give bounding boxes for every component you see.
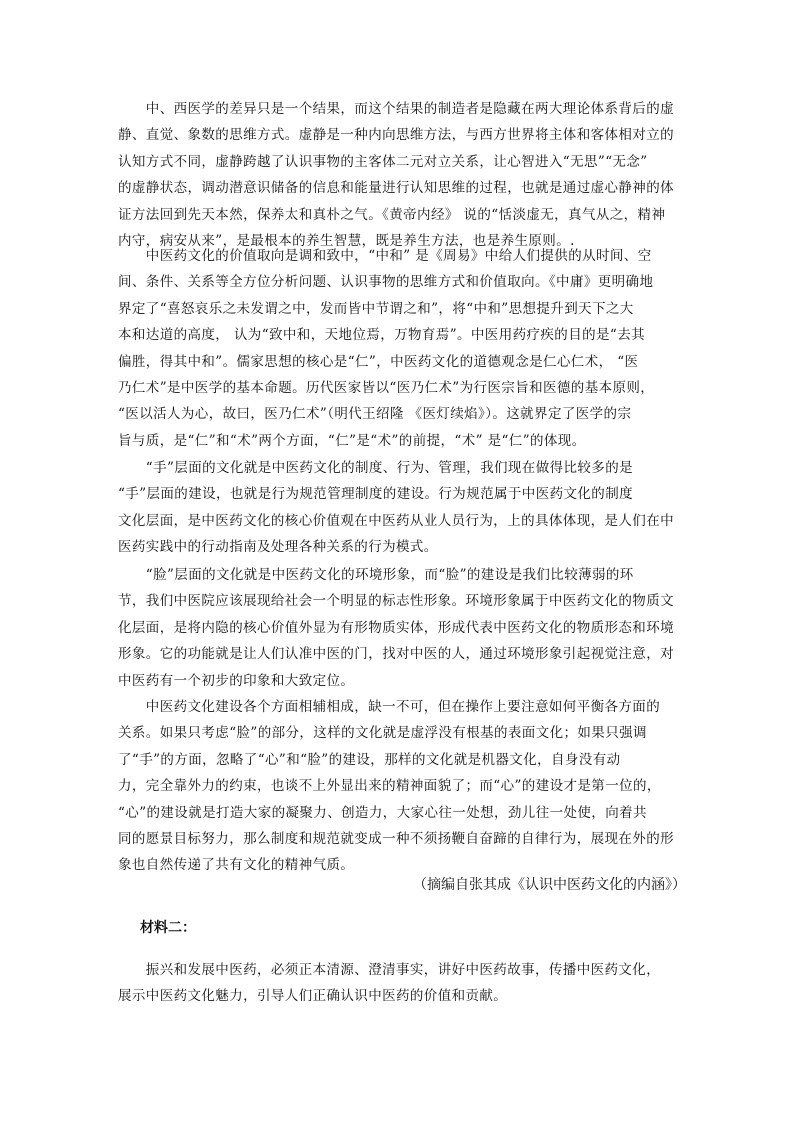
text-line: 关系。如果只考虑“脸”的部分，这样的文化就是虚浮没有根基的表面文化；如果只强调 xyxy=(118,725,647,742)
text-line: 中、西医学的差异只是一个结果，而这个结果的制造者是隐藏在两大理论体系背后的虚 xyxy=(118,101,674,117)
text-line: 象也自然传递了共有文化的精神气质。 xyxy=(118,857,355,874)
text-line: 了“手”的方面，忽略了“心”和“脸”的建设，那样的文化就是机器文化，自身没有动 xyxy=(118,751,621,768)
text-line: “手”层面的建设，也就是行为规范管理制度的建设。行为规范属于中医药文化的制度 xyxy=(118,486,634,503)
text-line: 振兴和发展中医药，必须正本清源、澄清事实，讲好中医药故事，传播中医药文化， xyxy=(118,962,661,978)
text-line: 中医药有一个初步的印象和大致定位。 xyxy=(118,672,355,689)
text-line: “心”的建设就是打造大家的凝聚力、创造力，大家心往一处想，劲儿往一处使，向着共 xyxy=(118,804,647,821)
text-line: 内守，病安从来”，是最根本的养生智慧，既是养生方法，也是养生原则。. xyxy=(118,233,575,250)
paragraph-face-level xyxy=(118,562,678,694)
text-line: 认知方式不同，虚静跨越了认识事物的主客体二元对立关系，让心智进入“无思”“无念” xyxy=(118,153,648,170)
text-line: 展示中医药文化魅力，引导人们正确认识中医药的价值和贡献。 xyxy=(118,988,508,1005)
paragraph-balance xyxy=(118,694,678,879)
text-line: 乃仁术”是中医学的基本命题。历代医家皆以“医乃仁术”为行医宗旨和医德的基本原则， xyxy=(118,380,655,397)
text-line: 旨与质，是“仁”和“术”两个方面，“仁”是“术”的前提，“术” 是“仁”的体现。 xyxy=(118,432,586,449)
paragraph-hand-level xyxy=(118,455,678,561)
text-line: 静、直觉、象数的思维方式。虚静是一种内向思维方法，与西方世界将主体和客体相对立的 xyxy=(118,127,674,144)
text-line: “脸”层面的文化就是中医药文化的环境形象，而“脸”的建设是我们比较薄弱的环 xyxy=(118,567,634,583)
text-line: 界定了“喜怒哀乐之未发谓之中，发而皆中节谓之和”，将“中和”思想提升到天下之大 xyxy=(118,300,634,317)
text-line: 的虚静状态，调动潜意识储备的信息和能量进行认知思维的过程，也就是通过虚心静神的体 xyxy=(118,180,674,197)
text-line: 中医药文化的价值取向是调和致中，“中和” 是《周易》中给人们提供的从时间、空 xyxy=(118,248,652,264)
paragraph-material-two xyxy=(118,957,678,1010)
material-two-heading: 材料二： xyxy=(140,920,196,936)
text-line: “医以活人为心，故曰，医乃仁术”（明代王绍隆 《医灯续焰》）。这就界定了医学的宗 xyxy=(118,406,632,423)
text-line: 文化层面，是中医药文化的核心价值观在中医药从业人员行为，上的具体体现，是人们在中 xyxy=(118,512,674,529)
text-line: 形象。它的功能就是让人们认准中医的门，找对中医的人，通过环境形象引起视觉注意，对 xyxy=(118,646,674,663)
paragraph-thinking-methods xyxy=(118,96,678,254)
paragraph-value-orientation xyxy=(118,243,678,454)
text-line: 节，我们中医院应该展现给社会一个明显的标志性形象。环境形象属于中医药文化的物质文 xyxy=(118,593,674,610)
text-line: 同的愿景目标努力，那么制度和规范就变成一种不须扬鞭自奋蹄的自律行为，展现在外的形 xyxy=(118,831,674,848)
text-line: 医药实践中的行动指南及处理各种关系的行为模式。 xyxy=(118,539,438,556)
source-citation: （摘编自张其成《认识中医药文化的内涵》） xyxy=(413,877,686,893)
text-line: 化层面，是将内隐的核心价值外显为有形物质实体，形成代表中医药文化的物质形态和环境 xyxy=(118,619,674,636)
text-line: “手”层面的文化就是中医药文化的制度、行为、管理，我们现在做得比较多的是 xyxy=(118,460,634,476)
text-line: 证方法回到先天本然，保养太和真朴之气。《黄帝内经》 说的“恬淡虚无，真气从之，精神 xyxy=(118,206,666,223)
text-line: 中医药文化建设各个方面相辅相成，缺一不可，但在操作上要注意如何平衡各方面的 xyxy=(118,699,661,715)
text-line: 间、条件、关系等全方位分析问题、认识事物的思维方式和价值取向。《中庸》更明确地 xyxy=(118,274,654,291)
text-line: 本和达道的高度， 认为“致中和，天地位焉，万物育焉”。中医用药疗疾的目的是“去其 xyxy=(118,327,645,344)
text-line: 偏胜，得其中和”。儒家思想的核心是“仁”，中医药文化的道德观念是仁心仁术， “医 xyxy=(118,353,639,370)
text-line: 力，完全靠外力的约束，也谈不上外显出来的精神面貌了；而“心”的建设才是第一位的， xyxy=(118,778,661,795)
